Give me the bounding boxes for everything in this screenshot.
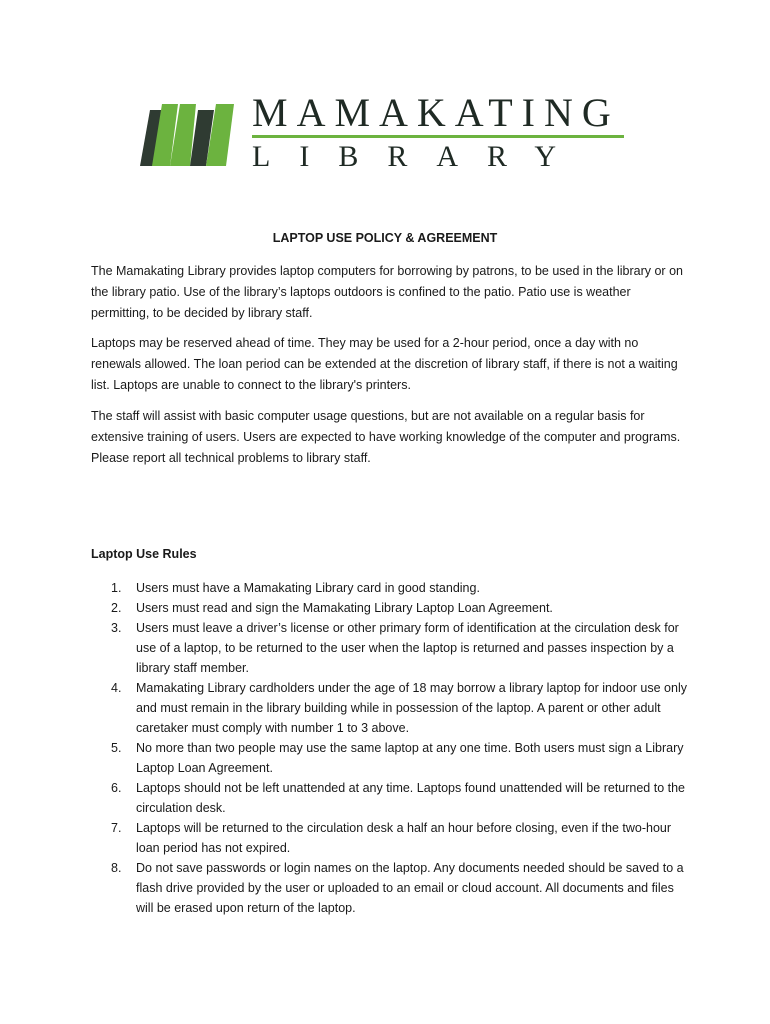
rule-number: 1. xyxy=(111,581,122,595)
logo-divider xyxy=(252,135,624,138)
rule-item xyxy=(91,818,691,858)
rule-item xyxy=(91,738,691,778)
rule-text: Users must leave a driver’s license or other primary form of identification at the circulation desk for use of a laptop, to be returned to the user when the laptop is returned and passes inspection by a library staff member. xyxy=(136,621,679,675)
rules-heading: Laptop Use Rules xyxy=(91,547,197,561)
rule-item xyxy=(91,858,691,918)
rule-number: 6. xyxy=(111,781,122,795)
rule-number: 5. xyxy=(111,741,122,755)
rule-item xyxy=(91,578,691,598)
rule-item xyxy=(91,778,691,818)
rule-text: Laptops will be returned to the circulation desk a half an hour before closing, even if the two-hour loan period has not expired. xyxy=(136,821,672,855)
document-title: LAPTOP USE POLICY & AGREEMENT xyxy=(272,231,498,245)
rule-item xyxy=(91,598,691,618)
rule-text: No more than two people may use the same laptop at any one time. Both users must sign a Library Laptop Loan Agreement. xyxy=(136,741,684,775)
rule-text: Mamakating Library cardholders under the age of 18 may borrow a library laptop for indoor use only and must remain in the library building while in possession of the laptop. A parent or other adult caretaker must comply with number 1 to 3 above. xyxy=(136,681,687,735)
rule-text: Do not save passwords or login names on the laptop. Any documents needed should be saved to a flash drive provided by the user or uploaded to an email or cloud account. All documents and files will be erased upon return of the laptop. xyxy=(136,861,684,915)
rule-number: 3. xyxy=(111,621,122,635)
letter-m-logo-icon xyxy=(140,100,252,166)
logo-sub-text: LIBRARY xyxy=(252,140,586,173)
intro-paragraph: The Mamakating Library provides laptop computers for borrowing by patrons, to be used in the library or on the library patio. Use of the library’s laptops outdoors is confined to the patio. Patio use is weather permitting, to be decided by library staff. xyxy=(91,264,683,320)
reservation-paragraph: Laptops may be reserved ahead of time. They may be used for a 2-hour period, once a day with no renewals allowed. The loan period can be extended at the discretion of library staff, if there is not a waiting list. Laptops are unable to connect to the library's printers. xyxy=(91,336,678,392)
rule-text: Laptops should not be left unattended at any time. Laptops found unattended will be returned to the circulation desk. xyxy=(136,781,686,815)
rule-number: 8. xyxy=(111,861,122,875)
rule-item xyxy=(91,618,691,678)
logo-name-text: MAMAKATING xyxy=(252,90,620,135)
rule-number: 7. xyxy=(111,821,122,835)
rules-list xyxy=(91,578,691,918)
rule-number: 2. xyxy=(111,601,122,615)
rule-item xyxy=(91,678,691,738)
rule-number: 4. xyxy=(111,681,122,695)
library-logo xyxy=(140,92,630,176)
rule-text: Users must have a Mamakating Library card in good standing. xyxy=(136,581,480,595)
rule-text: Users must read and sign the Mamakating Library Laptop Loan Agreement. xyxy=(136,601,553,615)
staff-assistance-paragraph: The staff will assist with basic computer usage questions, but are not available on a regular basis for extensive training of users. Users are expected to have working knowledge of the computer and programs. Please report all technical problems to library staff. xyxy=(91,409,681,465)
